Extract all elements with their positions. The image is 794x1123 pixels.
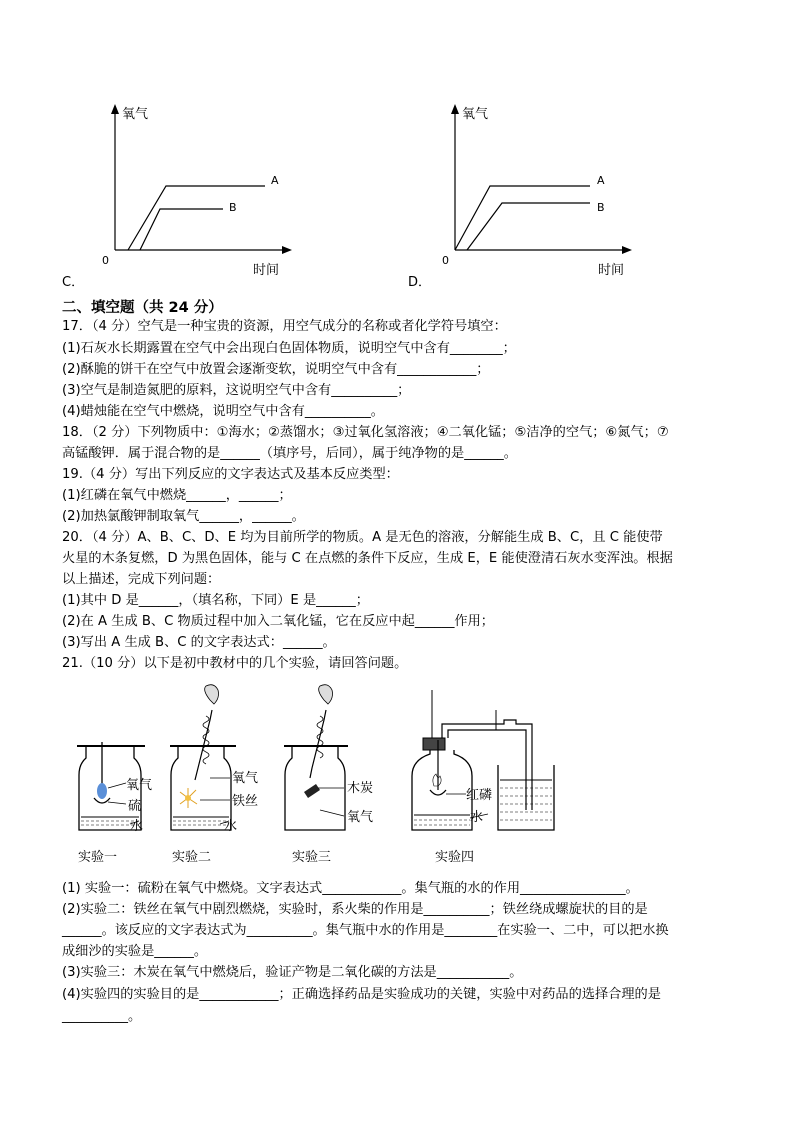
x-axis-label: 时间 — [253, 263, 280, 278]
q20-item2: (2)在 A 生成 B、C 物质过程中加入二氧化锰，它在反应中起______作用； — [62, 614, 494, 629]
exp2-solid-label: 铁丝 — [232, 794, 259, 809]
exp4-caption: 实验四 — [435, 850, 475, 865]
q20-stem-1: 20．（4 分）A、B、C、D、E 均为目前所学的物质。A 是无色的溶液，分解能生成 B、C，且 C 能使带 — [62, 530, 663, 545]
exp2-water-label: 水 — [224, 819, 238, 834]
q19-stem: 19.（4 分）写出下列反应的文字表达式及基本反应类型： — [62, 467, 399, 482]
y-axis-label: 氧气 — [122, 107, 149, 122]
origin-label: 0 — [442, 254, 449, 267]
experiment-1 — [77, 742, 152, 865]
exp1-water-label: 水 — [130, 819, 144, 834]
experiment-2 — [170, 685, 258, 865]
x-axis-label: 时间 — [598, 263, 625, 278]
q21-item2-b: ______。该反应的文字表达式为__________。集气瓶中水的作用是________在实验一、二中，可以把水换 — [62, 923, 669, 938]
series-b-label: B — [597, 201, 605, 214]
q19-item2: (2)加热氯酸钾制取氧气______，______。 — [62, 509, 305, 524]
q20-item1: (1)其中 D 是______，（填名称，下同）E 是______； — [62, 593, 369, 608]
q21-item2-c: 成细沙的实验是______。 — [62, 944, 208, 959]
exp1-solid-label: 硫 — [128, 799, 142, 814]
q21-item4-b: __________。 — [62, 1009, 142, 1024]
q18-blanks: 高锰酸钾．属于混合物的是______（填序号，后同），属于纯净物的是______。 — [62, 446, 517, 461]
option-c: C． — [62, 275, 85, 290]
q21-stem: 21.（10 分）以下是初中教材中的几个实验，请回答问题。 — [62, 656, 408, 671]
exp4-water-label: 水 — [470, 810, 484, 825]
q17-item4: (4)蜡烛能在空气中燃烧，说明空气中含有__________。 — [62, 404, 384, 419]
q21-item2-a: (2)实验二：铁丝在氧气中剧烈燃烧，实验时，系火柴的作用是__________；铁丝绕成螺旋状的目的是 — [62, 902, 648, 917]
exp2-gas-label: 氧气 — [232, 771, 259, 786]
series-b-label: B — [229, 201, 237, 214]
exp3-solid-label: 木炭 — [347, 781, 374, 796]
option-d: D． — [408, 275, 432, 290]
q20-item3: (3)写出 A 生成 B、C 的文字表达式：______。 — [62, 635, 336, 650]
y-axis-label: 氧气 — [462, 107, 489, 122]
q17-item2: (2)酥脆的饼干在空气中放置会逐渐变软，说明空气中含有____________； — [62, 362, 490, 377]
exp4-solid-label: 红磷 — [466, 788, 493, 803]
q19-item1: (1)红磷在氧气中燃烧______，______； — [62, 488, 292, 503]
exp1-caption: 实验一 — [78, 850, 118, 865]
exp2-caption: 实验二 — [172, 850, 212, 865]
exp1-gas-label: 氧气 — [126, 778, 153, 793]
origin-label: 0 — [102, 254, 109, 267]
q20-stem-3: 以上描述，完成下列问题： — [62, 572, 221, 587]
experiment-3 — [284, 685, 373, 865]
section-title: 二、填空题（共 24 分） — [62, 300, 223, 316]
q21-item1: (1) 实验一：硫粉在氧气中燃烧。文字表达式____________。集气瓶的水的作用________________。 — [62, 881, 639, 896]
experiment-4 — [412, 690, 554, 865]
q21-item4-a: (4)实验四的实验目的是____________；正确选择药品是实验成功的关键，实验中对药品的选择合理的是 — [62, 987, 661, 1002]
graph-d — [400, 98, 640, 280]
q18-stem: 18．（2 分）下列物质中：①海水；②蒸馏水；③过氧化氢溶液；④二氧化锰；⑤洁净的空气；⑥氮气；⑦ — [62, 425, 669, 440]
experiment-figure — [60, 680, 560, 870]
q17-item3: (3)空气是制造氮肥的原料，这说明空气中含有__________； — [62, 383, 411, 398]
curve-b — [467, 203, 590, 250]
exp3-gas-label: 氧气 — [347, 810, 374, 825]
curve-a — [455, 186, 590, 250]
exp3-caption: 实验三 — [292, 850, 332, 865]
q20-stem-2: 火星的木条复燃，D 为黑色固体，能与 C 在点燃的条件下反应，生成 E，E 能使澄清石灰水变浑浊。根据 — [62, 551, 673, 566]
series-a-label: A — [597, 174, 605, 187]
q17-stem: 17．（4 分）空气是一种宝贵的资源，用空气成分的名称或者化学符号填空： — [62, 319, 507, 334]
curve-a — [128, 186, 265, 250]
curve-b — [140, 209, 223, 250]
q21-item3: (3)实验三：木炭在氧气中燃烧后，验证产物是二氧化碳的方法是___________。 — [62, 965, 523, 980]
q17-item1: (1)石灰水长期露置在空气中会出现白色固体物质，说明空气中含有________； — [62, 341, 516, 356]
graph-c — [60, 98, 300, 280]
series-a-label: A — [271, 174, 279, 187]
